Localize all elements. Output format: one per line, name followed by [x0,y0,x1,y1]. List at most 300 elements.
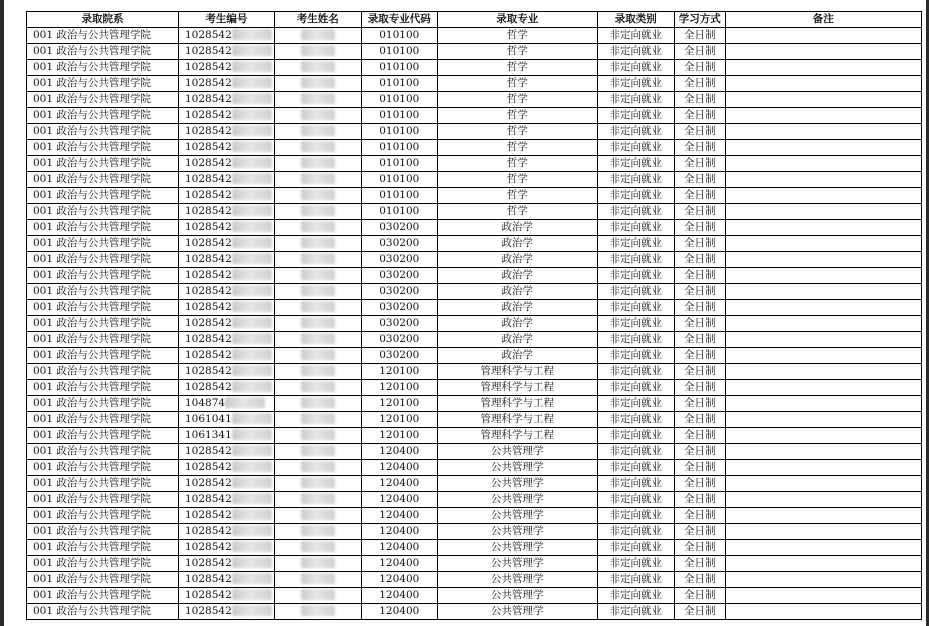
cell-candidate-id-text: 1028542 [185,109,232,121]
cell-major-text: 公共管理学 [491,445,544,457]
cell-candidate-id [179,44,275,60]
redacted-mask [301,205,335,216]
cell-study-mode-text: 全日制 [684,365,716,377]
cell-dept [27,492,179,508]
cell-major-code [361,284,437,300]
cell-major-text: 政治学 [501,253,534,265]
redacted-mask [301,429,335,440]
table-row [27,252,922,268]
redacted-mask [232,109,272,120]
redacted-mask [232,157,272,168]
cell-study-mode-text: 全日制 [684,125,716,137]
cell-dept-text: 001 政治与公共管理学院 [33,397,151,409]
cell-major-code-text: 030200 [379,269,420,281]
cell-study-mode [674,316,725,332]
cell-admission-type-text: 非定向就业 [609,205,663,217]
header-candidate-id: 考生编号 [179,12,275,28]
cell-study-mode [674,92,725,108]
cell-admission-type [597,204,674,220]
cell-major-code [361,140,437,156]
cell-study-mode-text: 全日制 [684,109,716,121]
redacted-mask [232,93,272,104]
cell-candidate-id [179,316,275,332]
cell-admission-type [597,44,674,60]
table-row [27,284,922,300]
cell-admission-type-text: 非定向就业 [609,29,663,41]
cell-major-code [361,396,437,412]
cell-admission-type [597,316,674,332]
cell-admission-type [597,396,674,412]
cell-dept [27,476,179,492]
table-row [27,188,922,204]
cell-admission-type [597,348,674,364]
cell-study-mode-text: 全日制 [684,477,716,489]
redacted-mask [301,61,335,72]
redacted-mask [232,237,272,248]
cell-dept-text: 001 政治与公共管理学院 [33,429,151,441]
cell-study-mode [674,332,725,348]
cell-note [725,60,921,76]
cell-study-mode [674,380,725,396]
cell-note [725,316,921,332]
cell-dept-text: 001 政治与公共管理学院 [33,61,151,73]
cell-major-text: 管理科学与工程 [480,429,555,441]
cell-note [725,396,921,412]
cell-major-code-text: 010100 [379,141,420,153]
cell-note [725,540,921,556]
cell-major-code-text: 120400 [379,605,420,617]
cell-major-code [361,156,437,172]
cell-major-code [361,460,437,476]
cell-major-code [361,268,437,284]
cell-candidate-name [274,156,361,172]
window-edge-left [0,0,4,626]
redacted-mask [225,397,265,408]
cell-dept [27,284,179,300]
cell-candidate-id-text: 1028542 [185,301,232,313]
cell-study-mode-text: 全日制 [684,397,716,409]
cell-major-code-text: 010100 [379,77,420,89]
cell-admission-type-text: 非定向就业 [609,93,663,105]
cell-admission-type-text: 非定向就业 [609,525,663,537]
cell-major-text: 哲学 [506,77,528,89]
cell-major [437,236,597,252]
cell-candidate-id [179,108,275,124]
cell-candidate-id [179,300,275,316]
cell-major [437,492,597,508]
cell-candidate-name [274,188,361,204]
cell-admission-type-text: 非定向就业 [609,173,663,185]
cell-candidate-id-text: 1028542 [185,93,232,105]
cell-study-mode [674,588,725,604]
table-row [27,476,922,492]
cell-major-code [361,236,437,252]
table-row [27,268,922,284]
cell-study-mode-text: 全日制 [684,269,716,281]
cell-admission-type-text: 非定向就业 [609,541,663,553]
cell-note [725,140,921,156]
cell-study-mode [674,268,725,284]
cell-admission-type-text: 非定向就业 [609,221,663,233]
cell-major [437,444,597,460]
cell-major-text: 政治学 [501,301,534,313]
cell-note [725,428,921,444]
cell-major-code-text: 030200 [379,317,420,329]
table-row [27,460,922,476]
cell-dept [27,204,179,220]
cell-candidate-name [274,396,361,412]
cell-major-code-text: 120400 [379,525,420,537]
cell-candidate-name [274,300,361,316]
cell-candidate-name [274,412,361,428]
redacted-mask [301,525,335,536]
cell-note [725,380,921,396]
cell-study-mode [674,236,725,252]
cell-candidate-name [274,284,361,300]
cell-major-code-text: 010100 [379,205,420,217]
header-candidate-name: 考生姓名 [274,12,361,28]
table-row [27,524,922,540]
table-row [27,588,922,604]
cell-major [437,508,597,524]
table-row [27,60,922,76]
cell-major-code [361,604,437,620]
cell-major-text: 哲学 [506,141,528,153]
redacted-mask [301,29,335,40]
cell-major-code-text: 120400 [379,461,420,473]
cell-dept-text: 001 政治与公共管理学院 [33,349,151,361]
cell-admission-type [597,284,674,300]
cell-admission-type-text: 非定向就业 [609,365,663,377]
cell-major-code [361,476,437,492]
cell-candidate-id-text: 1028542 [185,125,232,137]
redacted-mask [301,237,335,248]
cell-candidate-id [179,348,275,364]
cell-dept [27,412,179,428]
cell-major [437,44,597,60]
cell-study-mode [674,396,725,412]
cell-major-code [361,364,437,380]
cell-admission-type [597,364,674,380]
redacted-mask [301,509,335,520]
cell-major-text: 管理科学与工程 [480,413,555,425]
cell-candidate-id-text: 1028542 [185,253,232,265]
cell-note [725,156,921,172]
admission-table [26,11,922,620]
cell-dept-text: 001 政治与公共管理学院 [33,413,151,425]
cell-study-mode-text: 全日制 [684,573,716,585]
cell-study-mode-text: 全日制 [684,541,716,553]
cell-study-mode-text: 全日制 [684,429,716,441]
cell-major-code-text: 120400 [379,493,420,505]
cell-major-code [361,524,437,540]
cell-candidate-id-text: 1028542 [185,541,232,553]
cell-study-mode-text: 全日制 [684,237,716,249]
cell-major-text: 管理科学与工程 [480,397,555,409]
cell-admission-type-text: 非定向就业 [609,237,663,249]
redacted-mask [301,365,335,376]
redacted-mask [301,157,335,168]
cell-dept [27,316,179,332]
cell-candidate-id [179,220,275,236]
cell-note [725,268,921,284]
cell-candidate-id-text: 1028542 [185,509,232,521]
cell-candidate-name [274,364,361,380]
cell-major-code [361,540,437,556]
cell-study-mode-text: 全日制 [684,61,716,73]
cell-major-code-text: 010100 [379,93,420,105]
cell-dept-text: 001 政治与公共管理学院 [33,557,151,569]
cell-major-code [361,588,437,604]
cell-candidate-id-text: 1028542 [185,221,232,233]
cell-candidate-id [179,140,275,156]
table-row [27,540,922,556]
cell-candidate-name [274,124,361,140]
cell-candidate-id-text: 1028542 [185,237,232,249]
cell-major-code-text: 010100 [379,173,420,185]
cell-study-mode-text: 全日制 [684,93,716,105]
redacted-mask [232,173,272,184]
cell-study-mode [674,124,725,140]
header-note: 备注 [725,12,921,28]
cell-admission-type [597,60,674,76]
cell-candidate-id [179,60,275,76]
redacted-mask [301,269,335,280]
cell-dept [27,428,179,444]
cell-note [725,28,921,44]
cell-major [437,588,597,604]
cell-major-code-text: 120100 [379,429,420,441]
cell-dept-text: 001 政治与公共管理学院 [33,141,151,153]
cell-admission-type [597,236,674,252]
cell-candidate-id [179,396,275,412]
cell-major [437,76,597,92]
cell-admission-type [597,492,674,508]
cell-candidate-name [274,92,361,108]
cell-dept [27,268,179,284]
cell-admission-type-text: 非定向就业 [609,493,663,505]
redacted-mask [301,493,335,504]
table-row [27,92,922,108]
cell-candidate-name [274,28,361,44]
cell-candidate-name [274,572,361,588]
cell-candidate-id-text: 1028542 [185,349,232,361]
cell-major [437,252,597,268]
redacted-mask [232,333,272,344]
cell-major-code-text: 120400 [379,509,420,521]
redacted-mask [232,125,272,136]
cell-candidate-id-text: 1028542 [185,493,232,505]
table-row [27,236,922,252]
cell-admission-type-text: 非定向就业 [609,381,663,393]
cell-dept-text: 001 政治与公共管理学院 [33,29,151,41]
cell-study-mode [674,60,725,76]
cell-candidate-name [274,204,361,220]
cell-candidate-name [274,444,361,460]
redacted-mask [301,589,335,600]
redacted-mask [232,445,272,456]
cell-major-code [361,92,437,108]
cell-dept [27,236,179,252]
cell-candidate-name [274,140,361,156]
cell-major-code-text: 010100 [379,45,420,57]
redacted-mask [301,413,335,424]
cell-candidate-id [179,124,275,140]
cell-candidate-name [274,76,361,92]
cell-dept [27,460,179,476]
header-major: 录取专业 [437,12,597,28]
cell-major-code [361,492,437,508]
redacted-mask [232,269,272,280]
cell-note [725,108,921,124]
cell-dept [27,380,179,396]
cell-dept-text: 001 政治与公共管理学院 [33,509,151,521]
cell-admission-type [597,524,674,540]
redacted-mask [232,317,272,328]
cell-note [725,492,921,508]
cell-major-text: 公共管理学 [491,477,544,489]
cell-candidate-id-text: 1028542 [185,381,232,393]
cell-major-code-text: 120100 [379,413,420,425]
cell-major-code-text: 010100 [379,109,420,121]
cell-major-code [361,204,437,220]
cell-admission-type [597,556,674,572]
cell-major-code-text: 030200 [379,253,420,265]
cell-dept [27,140,179,156]
cell-admission-type-text: 非定向就业 [609,477,663,489]
cell-note [725,76,921,92]
cell-major [437,332,597,348]
cell-study-mode [674,300,725,316]
cell-study-mode-text: 全日制 [684,189,716,201]
cell-candidate-name [274,108,361,124]
redacted-mask [301,477,335,488]
cell-major [437,348,597,364]
cell-major [437,156,597,172]
redacted-mask [301,461,335,472]
cell-major-code [361,332,437,348]
cell-major-code-text: 010100 [379,61,420,73]
cell-major-text: 管理科学与工程 [480,381,555,393]
cell-major-code-text: 120100 [379,381,420,393]
cell-note [725,220,921,236]
cell-dept-text: 001 政治与公共管理学院 [33,493,151,505]
cell-candidate-id [179,284,275,300]
cell-dept-text: 001 政治与公共管理学院 [33,125,151,137]
cell-dept-text: 001 政治与公共管理学院 [33,253,151,265]
cell-major-text: 政治学 [501,269,534,281]
cell-candidate-id-text: 1028542 [185,605,232,617]
cell-study-mode-text: 全日制 [684,45,716,57]
cell-admission-type [597,428,674,444]
cell-admission-type-text: 非定向就业 [609,589,663,601]
cell-study-mode [674,508,725,524]
table-row [27,380,922,396]
redacted-mask [232,61,272,72]
table-row [27,44,922,60]
table-row [27,508,922,524]
cell-candidate-id-text: 1028542 [185,557,232,569]
cell-major-code [361,348,437,364]
cell-dept-text: 001 政治与公共管理学院 [33,285,151,297]
cell-candidate-id [179,252,275,268]
cell-study-mode [674,252,725,268]
cell-note [725,348,921,364]
table-row [27,76,922,92]
cell-candidate-name [274,588,361,604]
cell-major-text: 哲学 [506,45,528,57]
cell-study-mode-text: 全日制 [684,253,716,265]
cell-note [725,524,921,540]
cell-admission-type [597,540,674,556]
header-study-mode: 学习方式 [674,12,725,28]
cell-candidate-id-text: 1061341 [185,429,232,441]
cell-dept-text: 001 政治与公共管理学院 [33,461,151,473]
cell-major-code-text: 010100 [379,157,420,169]
redacted-mask [232,77,272,88]
cell-study-mode-text: 全日制 [684,381,716,393]
cell-major-code-text: 120400 [379,557,420,569]
cell-candidate-name [274,348,361,364]
cell-candidate-name [274,476,361,492]
cell-study-mode-text: 全日制 [684,205,716,217]
redacted-mask [301,93,335,104]
cell-dept-text: 001 政治与公共管理学院 [33,45,151,57]
cell-major-code-text: 030200 [379,301,420,313]
cell-candidate-id [179,540,275,556]
table-row [27,124,922,140]
cell-study-mode [674,44,725,60]
redacted-mask [232,605,272,616]
cell-study-mode [674,492,725,508]
cell-admission-type-text: 非定向就业 [609,333,663,345]
cell-major-code-text: 030200 [379,349,420,361]
cell-note [725,588,921,604]
cell-dept [27,444,179,460]
cell-major-code [361,428,437,444]
redacted-mask [232,413,272,424]
cell-admission-type-text: 非定向就业 [609,429,663,441]
cell-dept [27,604,179,620]
cell-study-mode-text: 全日制 [684,605,716,617]
cell-candidate-id-text: 1028542 [185,29,232,41]
cell-candidate-name [274,172,361,188]
cell-major [437,188,597,204]
cell-candidate-id-text: 1028542 [185,333,232,345]
cell-major-code-text: 120400 [379,573,420,585]
cell-major [437,524,597,540]
cell-major-text: 哲学 [506,109,528,121]
cell-admission-type [597,252,674,268]
cell-dept [27,556,179,572]
cell-candidate-id-text: 1028542 [185,317,232,329]
cell-major-code-text: 010100 [379,189,420,201]
cell-major-code-text: 120100 [379,397,420,409]
cell-study-mode [674,476,725,492]
cell-admission-type [597,28,674,44]
cell-candidate-id-text: 1028542 [185,573,232,585]
cell-note [725,476,921,492]
redacted-mask [232,525,272,536]
cell-major-code [361,108,437,124]
cell-study-mode [674,348,725,364]
cell-admission-type [597,220,674,236]
cell-major-code [361,300,437,316]
cell-admission-type-text: 非定向就业 [609,109,663,121]
redacted-mask [301,333,335,344]
cell-study-mode-text: 全日制 [684,317,716,329]
cell-candidate-id [179,380,275,396]
